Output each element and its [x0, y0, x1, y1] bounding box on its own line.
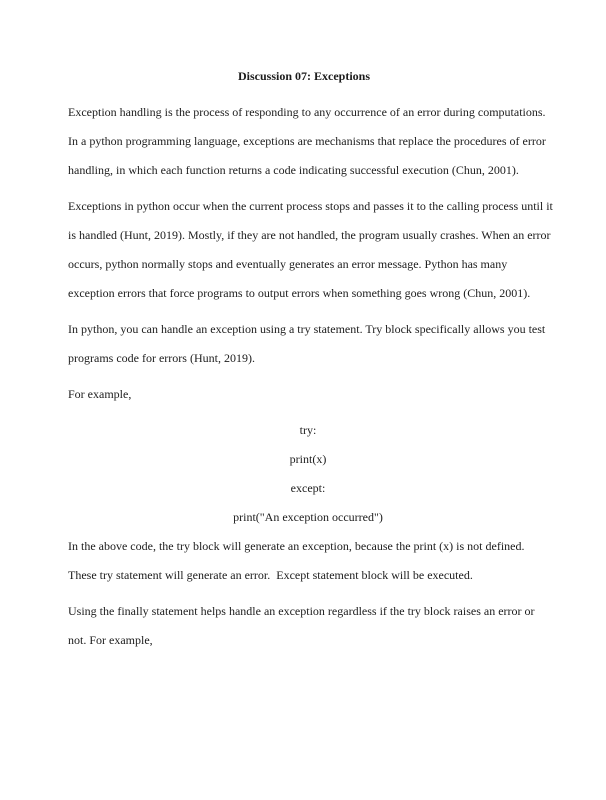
code-line-try: try: — [299, 423, 317, 437]
code-line-print-x: print(x) — [289, 452, 327, 466]
page-title: Discussion 07: Exceptions — [237, 69, 371, 83]
paragraph-for-example-lead-in: For example, — [68, 387, 132, 401]
paragraph-finally-statement: Using the finally statement helps handle an exception regardless if the try block raises an error or not. For example, — [68, 604, 538, 647]
paragraph-exceptions-occurrence: Exceptions in python occur when the current process stops and passes it to the calling process until it is handled (Hunt, 2019). Mostly, if they are not handled, the program usually crashes. When an error occurs, python normally stops and eventually generates an error message. Python has many exception errors that force programs to output errors when something goes wrong (Chun, 2001). — [68, 199, 556, 300]
document-body — [68, 98, 554, 655]
code-example-try-except — [68, 416, 554, 532]
code-line-except: except: — [290, 481, 326, 495]
paragraph-code-explanation: In the above code, the try block will generate an exception, because the print (x) is not defined. These try statement will generate an error. Except statement block will be executed. — [68, 539, 528, 582]
paragraph-try-statement: In python, you can handle an exception using a try statement. Try block specifically allows you test programs code for errors (Hunt, 2019). — [68, 322, 549, 365]
code-line-print-exception-occurred: print("An exception occurred") — [233, 510, 383, 524]
paragraph-exception-handling-definition: Exception handling is the process of responding to any occurrence of an error during computations. In a python programming language, exceptions are mechanisms that replace the procedures of error handling, in which each function returns a code indicating successful execution (Chun, 2001). — [68, 105, 549, 177]
